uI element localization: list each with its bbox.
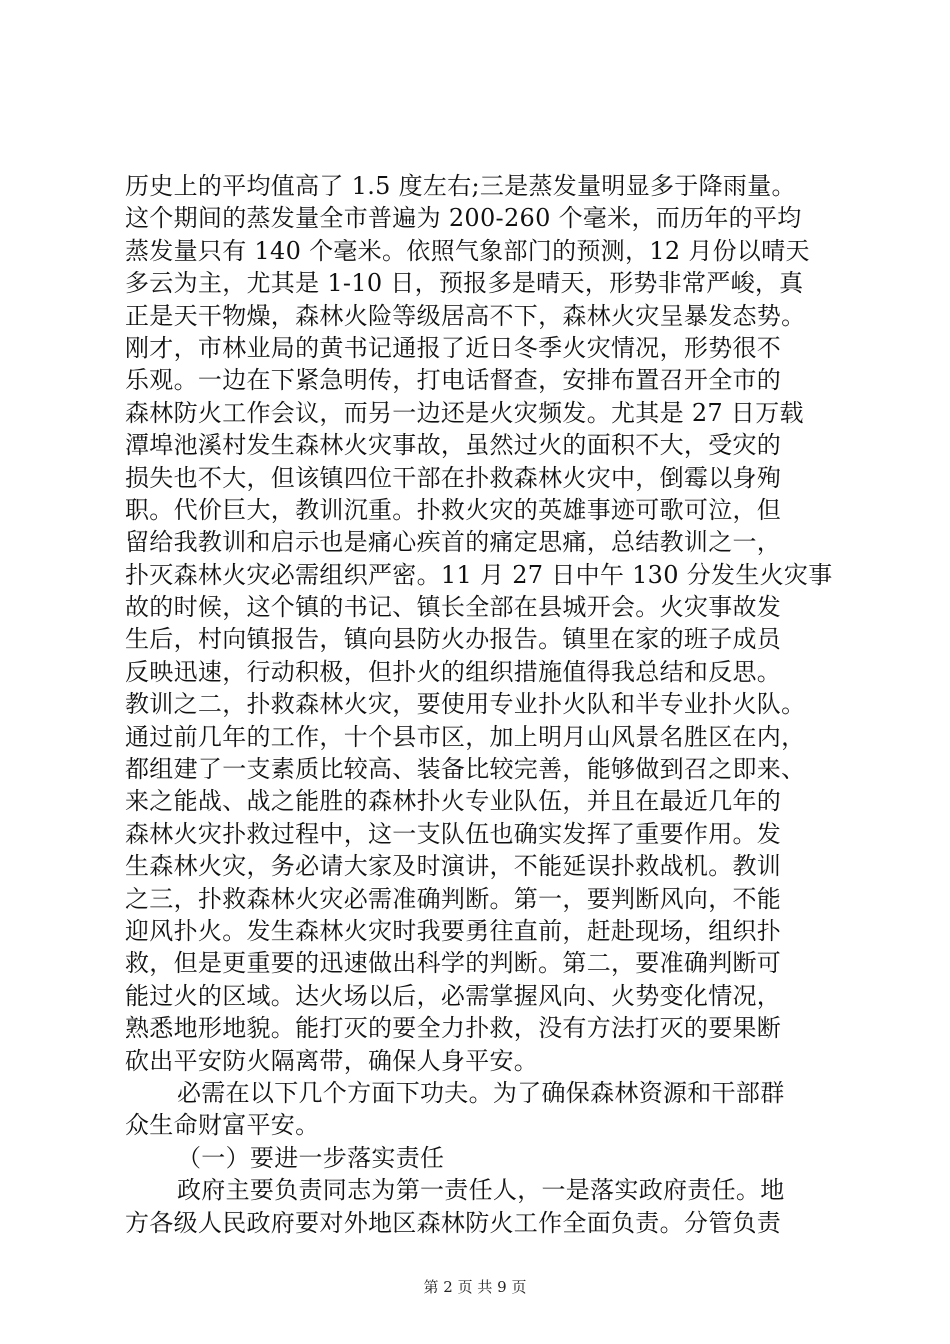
paragraph-first-line: 必需在以下几个方面下功夫。为了确保森林资源和干部群 [177, 1078, 785, 1107]
text-line: 之三，扑救森林火灾必需准确判断。第一，要判断风向，不能 [125, 884, 782, 913]
text-line: 乐观。一边在下紧急明传，打电话督查，安排布置召开全市的 [125, 366, 782, 395]
document-body [125, 170, 865, 1239]
text-line: 能过火的区域。达火场以后，必需掌握风向、火势变化情况， [125, 981, 782, 1010]
text-line: 故的时候，这个镇的书记、镇长全部在县城开会。火灾事故发 [125, 593, 782, 622]
text-line: 潭埠池溪村发生森林火灾事故，虽然过火的面积不大，受灾的 [125, 431, 782, 460]
paragraph-first-line: 政府主要负责同志为第一责任人，一是落实政府责任。地 [177, 1176, 785, 1205]
text-line: 来之能战、战之能胜的森林扑火专业队伍，并且在最近几年的 [125, 787, 782, 816]
text-line: 森林防火工作会议，而另一边还是火灾频发。尤其是 27 日万载 [125, 398, 804, 427]
text-line: 损失也不大，但该镇四位干部在扑救森林火灾中，倒霉以身殉 [125, 463, 782, 492]
text-line: 职。代价巨大，教训沉重。扑救火灾的英雄事迹可歌可泣，但 [125, 495, 782, 524]
text-line: 教训之二，扑救森林火灾，要使用专业扑火队和半专业扑火队。 [125, 690, 806, 719]
text-line: 正是天干物燥，森林火险等级居高不下，森林火灾呈暴发态势。 [125, 301, 806, 330]
text-line: 多云为主，尤其是 1-10 日，预报多是晴天，形势非常严峻，真 [125, 269, 804, 298]
text-line: 这个期间的蒸发量全市普遍为 200-260 个毫米，而历年的平均 [125, 204, 802, 233]
text-line: 通过前几年的工作，十个县市区，加上明月山风景名胜区在内， [125, 722, 806, 751]
section-heading: （一）要进一步落实责任 [177, 1143, 445, 1172]
text-line: 扑灭森林火灾必需组织严密。11 月 27 日中午 130 分发生火灾事 [125, 560, 833, 589]
text-line: 历史上的平均值高了 1.5 度左右;三是蒸发量明显多于降雨量。 [125, 172, 796, 200]
text-line: 森林火灾扑救过程中，这一支队伍也确实发挥了重要作用。发 [125, 819, 782, 848]
text-line: 熟悉地形地貌。能打灭的要全力扑救，没有方法打灭的要果断 [125, 1014, 782, 1043]
text-line: 蒸发量只有 140 个毫米。依照气象部门的预测，12 月份以晴天 [125, 236, 810, 265]
text-line: 生后，村向镇报告，镇向县防火办报告。镇里在家的班子成员 [125, 625, 782, 654]
text-line: 救，但是更重要的迅速做出科学的判断。第二，要准确判断可 [125, 949, 782, 978]
text-line: 砍出平安防火隔离带，确保人身平安。 [125, 1046, 539, 1075]
text-line: 刚才，市林业局的黄书记通报了近日冬季火灾情况，形势很不 [125, 333, 782, 362]
text-line: 留给我教训和启示也是痛心疾首的痛定思痛，总结教训之一， [125, 528, 782, 557]
text-line: 迎风扑火。发生森林火灾时我要勇往直前，赶赴现场，组织扑 [125, 916, 782, 945]
page-number-footer: 第 2 页 共 9 页 [423, 1278, 527, 1296]
text-line: 生森林火灾，务必请大家及时演讲，不能延误扑救战机。教训 [125, 852, 782, 881]
text-line: 反映迅速，行动积极，但扑火的组织措施值得我总结和反思。 [125, 657, 782, 686]
text-line: 众生命财富平安。 [125, 1111, 320, 1140]
text-line: 方各级人民政府要对外地区森林防火工作全面负责。分管负责 [125, 1208, 782, 1237]
text-line: 都组建了一支素质比较高、装备比较完善，能够做到召之即来、 [125, 755, 806, 784]
